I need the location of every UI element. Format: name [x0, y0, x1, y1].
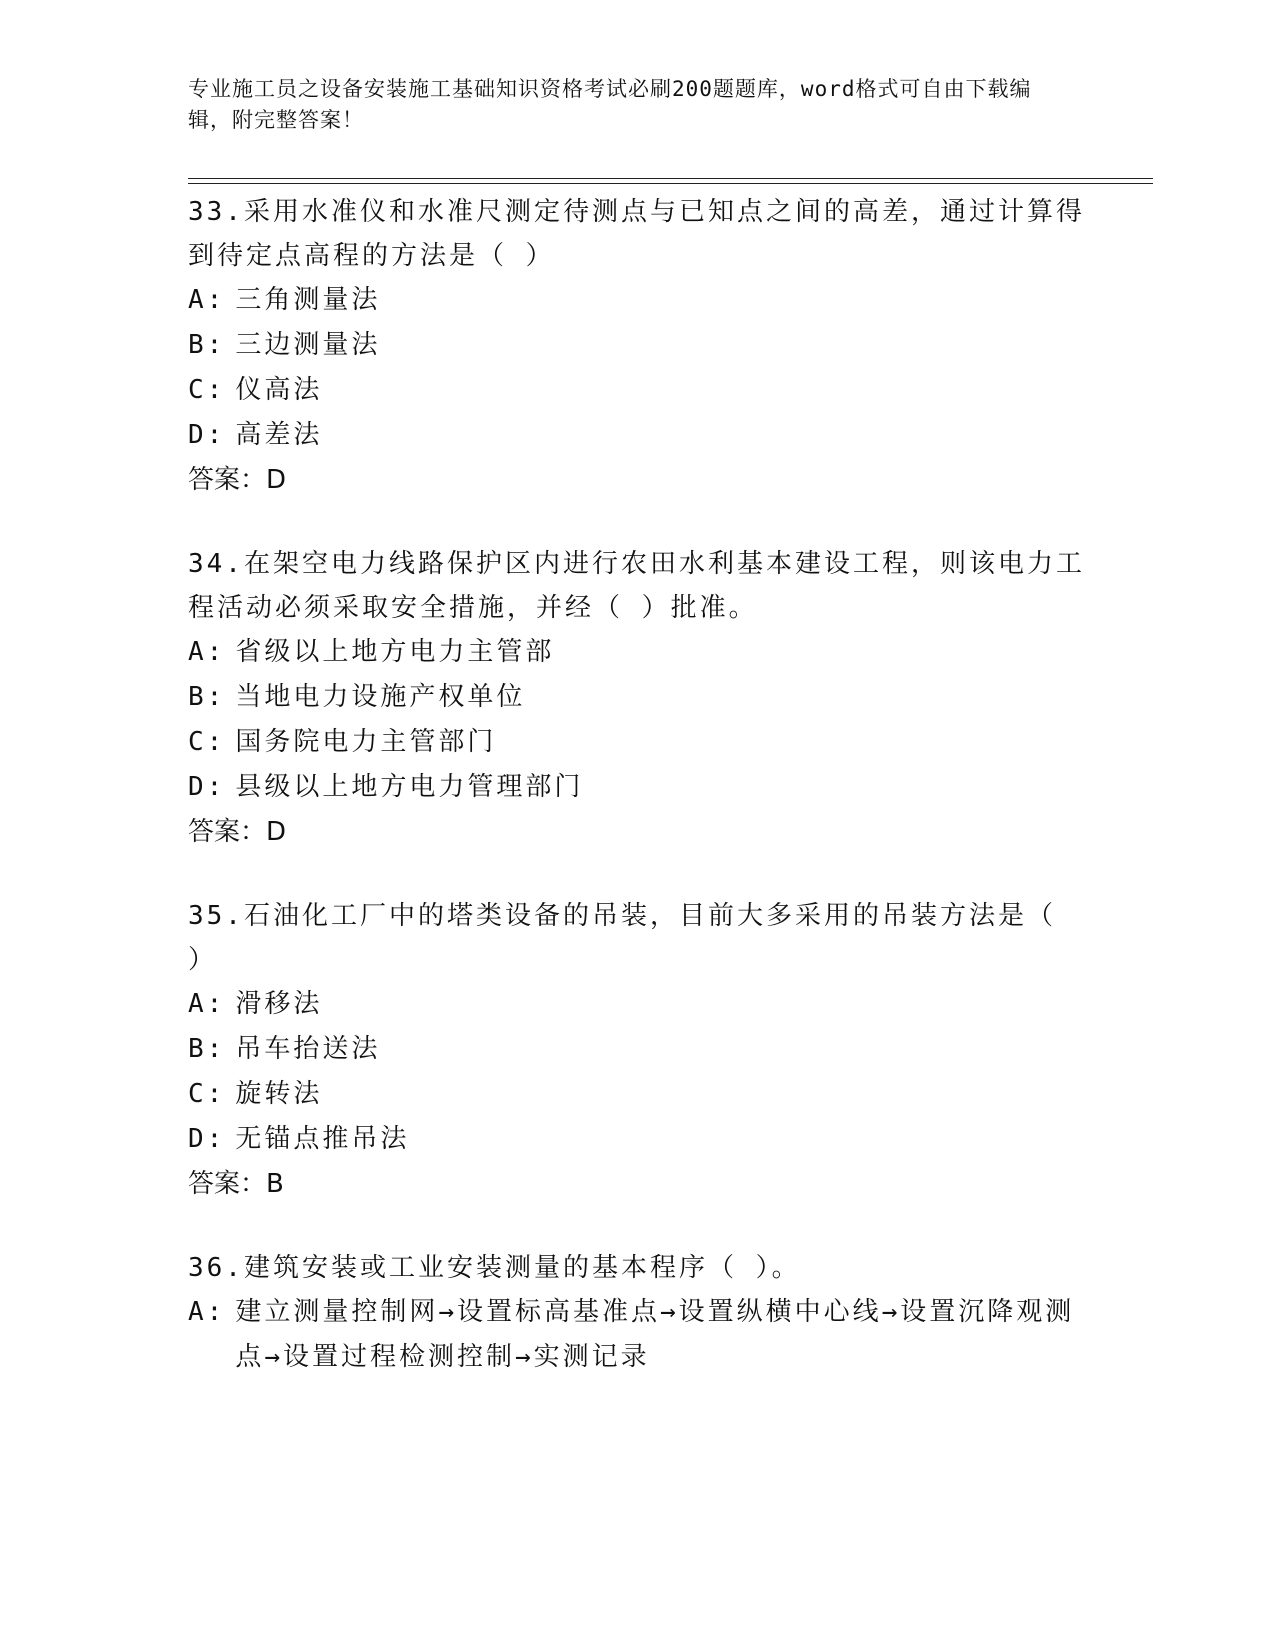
- option-text: 建立测量控制网→设置标高基准点→设置纵横中心线→设置沉降观测点→设置过程检测控制→实测记录: [235, 1297, 1075, 1372]
- question-text: 在架空电力线路保护区内进行农田水利基本建设工程，则该电力工程活动必须采取安全措施，并经（ ）批准。: [188, 549, 1085, 623]
- option-c: C : 仪高法: [188, 368, 1088, 413]
- option-text: 滑移法: [235, 989, 323, 1019]
- question-text: 建筑安装或工业安装测量的基本程序（ ）。: [243, 1253, 801, 1283]
- option-text: 当地电力设施产权单位: [235, 682, 526, 712]
- document-header: 专业施工员之设备安装施工基础知识资格考试必刷200题题库，word格式可自由下载编辑，附完整答案！: [188, 77, 1032, 132]
- question-33: [188, 190, 1088, 502]
- answer-line: [188, 458, 1088, 502]
- option-letter: A: [188, 637, 207, 667]
- option-letter: A: [188, 989, 207, 1019]
- question-34: [188, 542, 1088, 854]
- header-rule-bottom: [188, 183, 1153, 184]
- answer-value: B: [266, 1169, 284, 1199]
- question-stem: [188, 1246, 1088, 1290]
- question-list: [188, 190, 1088, 1420]
- header-rule-top: [188, 178, 1153, 179]
- option-text: 无锚点推吊法: [235, 1124, 410, 1154]
- option-text: 三角测量法: [235, 285, 381, 315]
- question-number: 34.: [188, 549, 244, 579]
- question-stem: [188, 542, 1088, 630]
- option-c: C : 旋转法: [188, 1072, 1088, 1117]
- option-letter: A: [188, 1297, 207, 1327]
- option-a: A : 滑移法: [188, 982, 1088, 1027]
- option-letter: A: [188, 285, 207, 315]
- option-b: B : 三边测量法: [188, 323, 1088, 368]
- question-36: [188, 1246, 1088, 1380]
- answer-label: 答案：: [188, 465, 267, 495]
- question-stem: [188, 190, 1088, 278]
- option-text: 吊车抬送法: [235, 1034, 381, 1064]
- option-letter: C: [188, 727, 207, 757]
- option-b: B : 吊车抬送法: [188, 1027, 1088, 1072]
- option-letter: B: [188, 1034, 207, 1064]
- option-text: 仪高法: [235, 375, 323, 405]
- question-number: 35.: [188, 901, 244, 931]
- option-c: C : 国务院电力主管部门: [188, 720, 1088, 765]
- answer-label: 答案：: [188, 817, 267, 847]
- option-a: A : 建立测量控制网→设置标高基准点→设置纵横中心线→设置沉降观测点→设置过程检测控制→实测记录: [188, 1290, 1088, 1380]
- option-text: 高差法: [235, 420, 323, 450]
- option-d: D : 无锚点推吊法: [188, 1117, 1088, 1162]
- option-d: D : 县级以上地方电力管理部门: [188, 765, 1088, 810]
- option-a: A : 三角测量法: [188, 278, 1088, 323]
- option-text: 县级以上地方电力管理部门: [235, 772, 584, 802]
- question-text: 采用水准仪和水准尺测定待测点与已知点之间的高差，通过计算得到待定点高程的方法是（ ）: [188, 197, 1085, 271]
- option-text: 三边测量法: [235, 330, 381, 360]
- option-text: 国务院电力主管部门: [235, 727, 497, 757]
- option-letter: D: [188, 1124, 207, 1154]
- option-letter: B: [188, 330, 207, 360]
- question-stem: [188, 894, 1088, 982]
- option-d: D : 高差法: [188, 413, 1088, 458]
- option-text: 旋转法: [235, 1079, 323, 1109]
- answer-line: [188, 1162, 1088, 1206]
- question-text: 石油化工厂中的塔类设备的吊装，目前大多采用的吊装方法是（ ）: [188, 901, 1056, 975]
- option-letter: D: [188, 420, 207, 450]
- option-letter: C: [188, 375, 207, 405]
- answer-line: [188, 810, 1088, 854]
- answer-label: 答案：: [188, 1169, 267, 1199]
- question-35: [188, 894, 1088, 1206]
- option-letter: B: [188, 682, 207, 712]
- option-letter: C: [188, 1079, 207, 1109]
- option-letter: D: [188, 772, 207, 802]
- option-a: A : 省级以上地方电力主管部: [188, 630, 1088, 675]
- answer-value: D: [266, 465, 287, 495]
- option-text: 省级以上地方电力主管部: [235, 637, 555, 667]
- answer-value: D: [266, 817, 287, 847]
- question-number: 36.: [188, 1253, 244, 1283]
- question-number: 33.: [188, 197, 244, 227]
- option-b: B : 当地电力设施产权单位: [188, 675, 1088, 720]
